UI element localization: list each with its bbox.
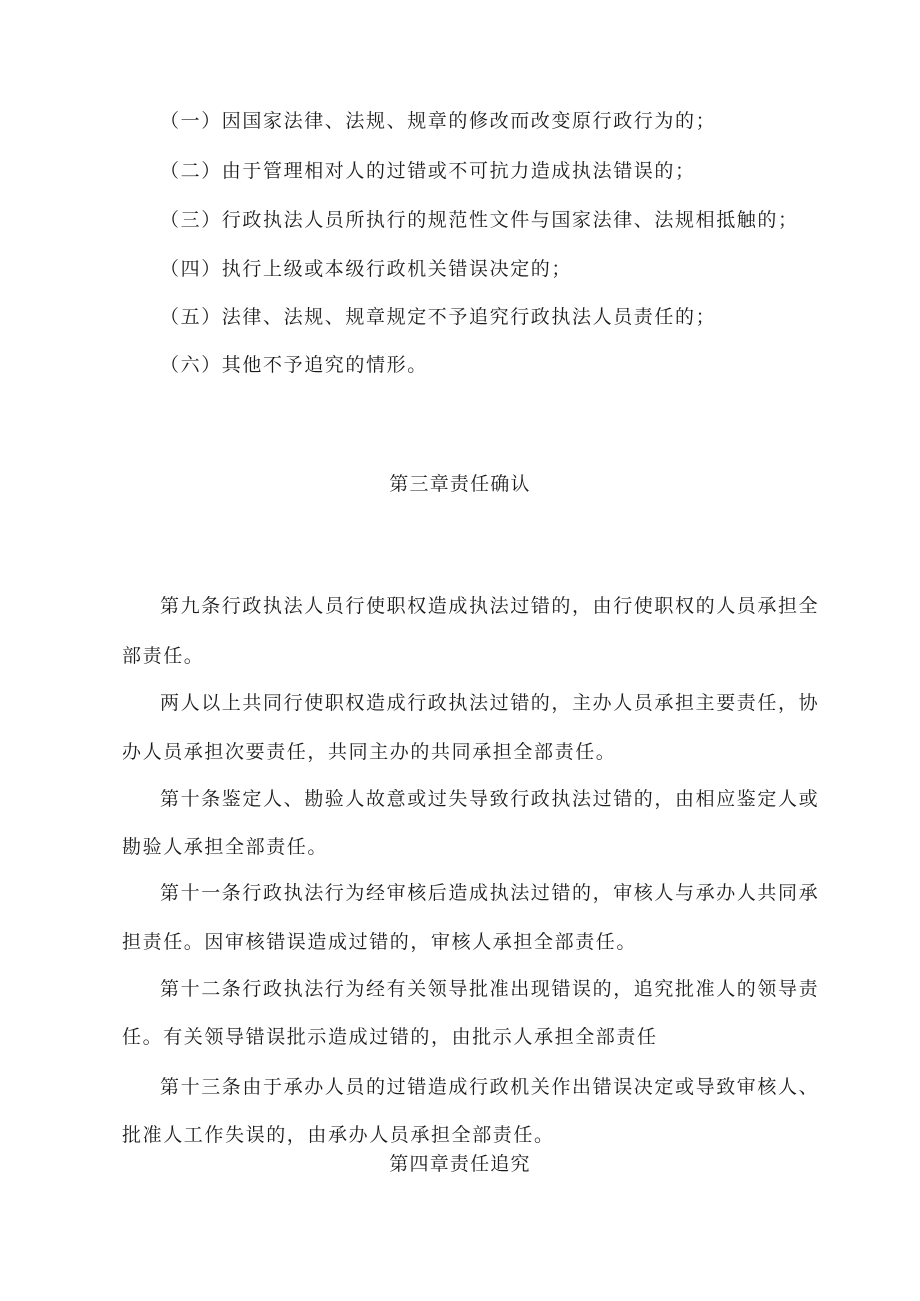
article-13-line-2: 批准人工作失误的，由承办人员承担全部责任。 (122, 1124, 555, 1146)
article-11-line-1: 第十一条行政执法行为经审核后造成执法过错的，审核人与承办人共同承 (160, 882, 820, 904)
article-11-line-2: 担责任。因审核错误造成过错的，审核人承担全部责任。 (122, 931, 638, 953)
article-9-line-2: 部责任。 (122, 645, 205, 667)
list-item-2: （二）由于管理相对人的过错或不可抗力造成执法错误的； (160, 160, 696, 182)
list-item-1: （一）因国家法律、法规、规章的修改而改变原行政行为的； (160, 110, 717, 132)
list-item-4: （四）执行上级或本级行政机关错误决定的； (160, 258, 573, 280)
article-12-line-1: 第十二条行政执法行为经有关领导批准出现错误的，追究批准人的领导责 (160, 978, 820, 1000)
list-item-6: （六）其他不予追究的情形。 (160, 354, 428, 376)
article-12-line-2: 任。有关领导错误批示造成过错的，由批示人承担全部责任 (122, 1026, 658, 1048)
list-item-5: （五）法律、法规、规章规定不予追究行政执法人员责任的； (160, 306, 717, 328)
joint-liability-line-2: 办人员承担次要责任，共同主办的共同承担全部责任。 (122, 741, 617, 763)
joint-liability-line-1: 两人以上共同行使职权造成行政执法过错的，主办人员承担主要责任，协 (160, 692, 820, 714)
chapter-4-heading: 第四章责任追究 (389, 1153, 531, 1175)
article-10-line-2: 勘验人承担全部责任。 (122, 836, 329, 858)
article-10-line-1: 第十条鉴定人、勘验人故意或过失导致行政执法过错的，由相应鉴定人或 (160, 788, 820, 810)
list-item-3: （三）行政执法人员所执行的规范性文件与国家法律、法规相抵触的； (160, 209, 799, 231)
article-9-line-1: 第九条行政执法人员行使职权造成执法过错的，由行使职权的人员承担全 (160, 595, 820, 617)
chapter-3-heading: 第三章责任确认 (389, 473, 531, 495)
article-13-line-1: 第十三条由于承办人员的过错造成行政机关作出错误决定或导致审核人、 (160, 1076, 820, 1098)
